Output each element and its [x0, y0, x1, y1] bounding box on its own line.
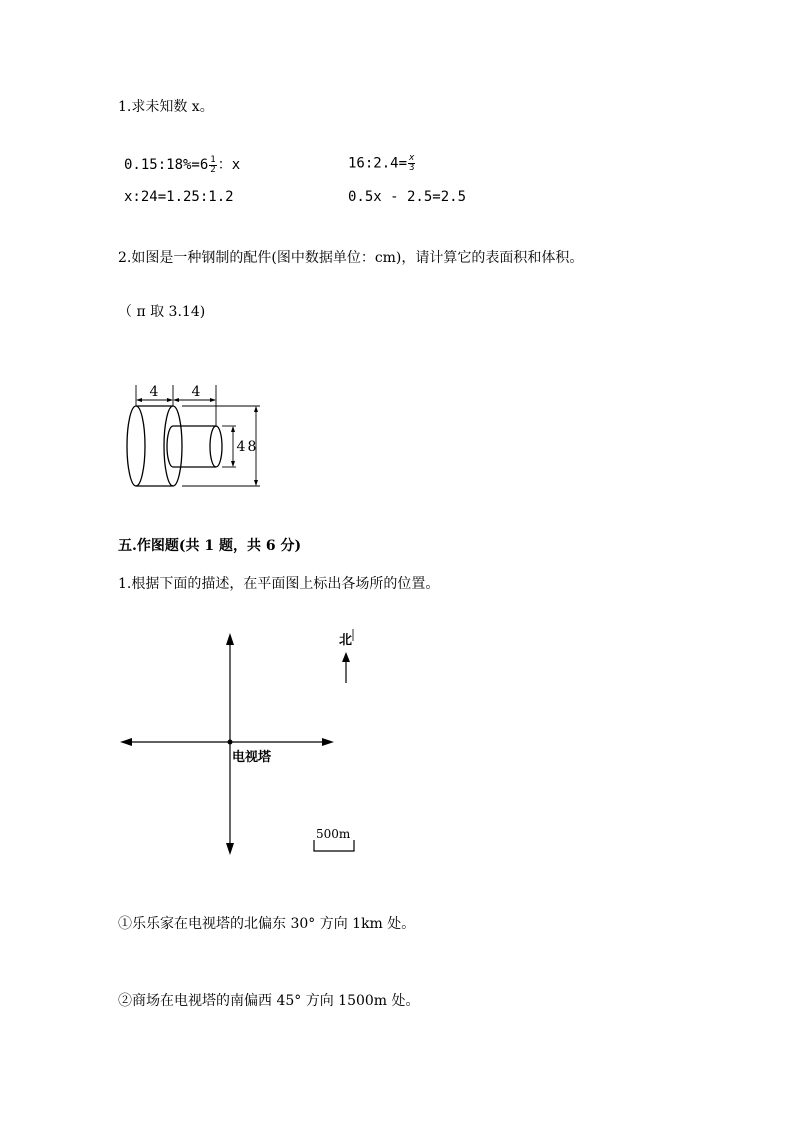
equation-1-fraction	[209, 156, 216, 175]
scale-bar	[314, 840, 354, 851]
equation-4: 0.5x - 2.5=2.5	[348, 189, 467, 205]
tv-tower-label: 电视塔	[232, 750, 272, 765]
fraction-numerator: x	[409, 153, 415, 163]
steel-part-figure	[118, 375, 278, 495]
q2-title: 2.如图是一种钢制的配件(图中数据单位：cm)，请计算它的表面积和体积。	[118, 250, 584, 266]
dim-label-small-length: 4	[191, 384, 201, 400]
equation-2-fraction	[408, 154, 415, 173]
tv-tower-point	[228, 740, 233, 745]
dim-label-small-diameter: 4	[236, 439, 246, 455]
equation-1-post: ：x	[217, 157, 241, 173]
section-5-q1: 1.根据下面的描述，在平面图上标出各场所的位置。	[118, 576, 440, 592]
map-item-2: ②商场在电视塔的南偏西 45° 方向 1500m 处。	[118, 993, 420, 1009]
section-5-title: 五.作图题(共 1 题，共 6 分)	[118, 538, 302, 554]
equation-1	[124, 154, 240, 175]
q2-pi-note: （ π 取 3.14)	[118, 304, 206, 320]
equation-3: x:24=1.25:1.2	[124, 189, 234, 205]
equation-2-pre: 16:2.4=	[348, 155, 408, 172]
north-arrow-icon	[342, 652, 350, 662]
arrow-right-icon	[322, 738, 334, 746]
dim-label-big-diameter: 8	[247, 439, 257, 455]
equation-2	[348, 154, 416, 173]
q1-title: 1.求未知数 x。	[118, 99, 214, 115]
fraction-numerator: 1	[210, 154, 216, 165]
arrow-down-icon	[226, 843, 234, 855]
equation-1-pre: 0.15:18%=6	[124, 157, 209, 173]
map-diagram	[118, 625, 368, 865]
fraction-denominator: 2	[210, 164, 216, 175]
fraction-denominator: 3	[409, 163, 415, 173]
map-item-1: ①乐乐家在电视塔的北偏东 30° 方向 1km 处。	[118, 916, 416, 932]
arrow-up-icon	[226, 633, 234, 645]
scale-label: 500m	[316, 827, 351, 841]
north-label: 北	[339, 633, 353, 648]
dim-label-big-length: 4	[149, 384, 159, 400]
arrow-left-icon	[120, 738, 132, 746]
